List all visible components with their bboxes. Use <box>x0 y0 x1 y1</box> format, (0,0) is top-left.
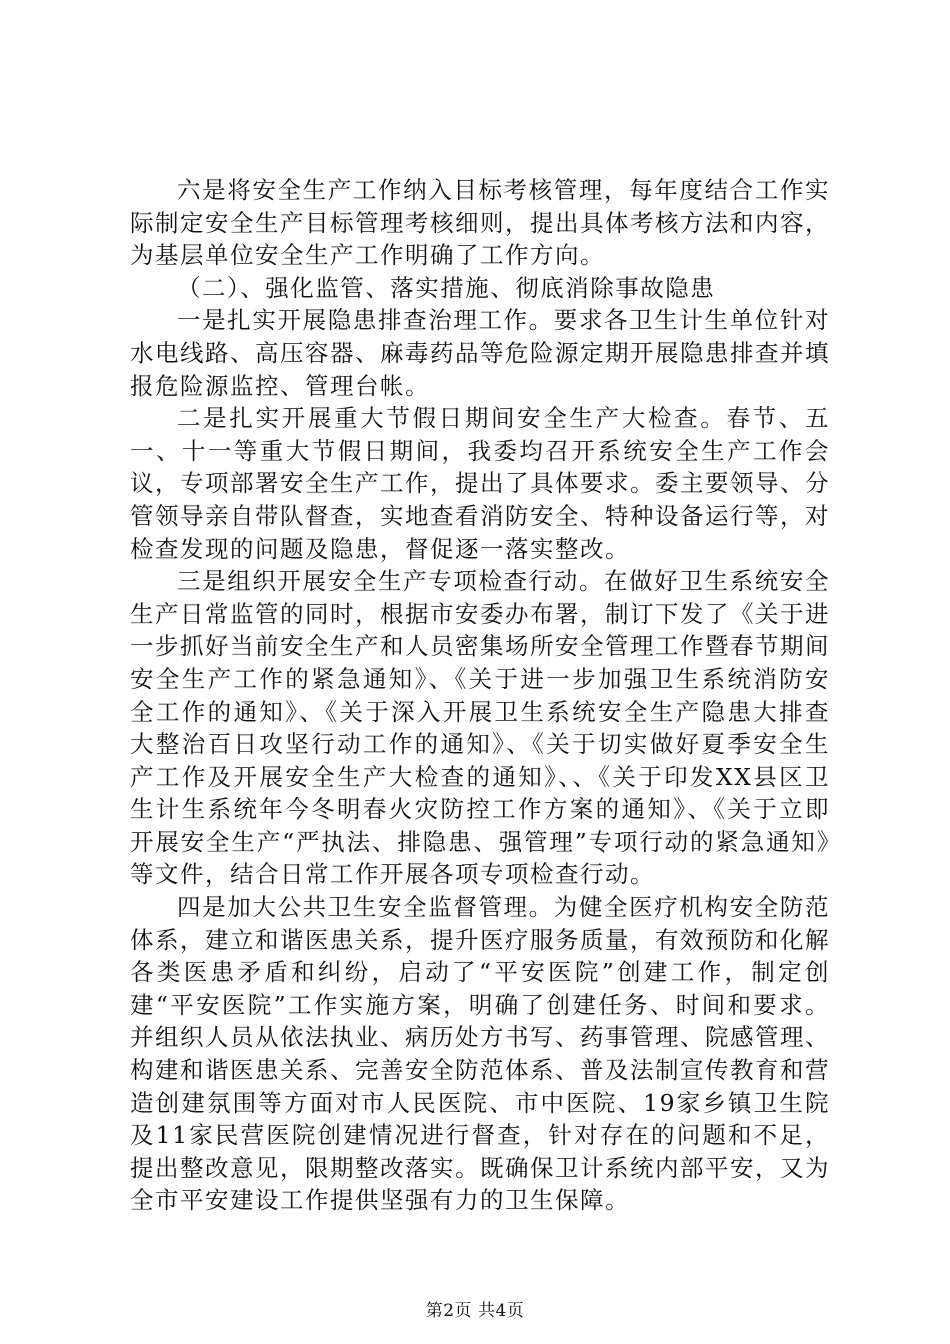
document-body <box>130 174 830 1217</box>
section-heading: （二）、强化监管、落实措施、彻底消除事故隐患 <box>177 273 716 302</box>
paragraph-hazard-inspection: 一是扎实开展隐患排查治理工作。要求各卫生计生单位针对水电线路、高压容器、麻毒药品等危险源定期开展隐患排查并填报危险源监控、管理台帐。 <box>130 306 830 400</box>
paragraph-special-inspection: 三是组织开展安全生产专项检查行动。在做好卫生系统安全生产日常监管的同时，根据市安委办布署，制订下发了《关于进一步抓好当前安全生产和人员密集场所安全管理工作暨春节期间安全生产工作的紧急通知》、《关于进一步加强卫生系统消防安全工作的通知》、《关于深入开展卫生系统安全生产隐患大排查大整治百日攻坚行动工作的通知》、《关于切实做好夏季安全生产工作及开展安全生产大检查的通知》、、《关于印发XX县区卫生计生系统年今冬明春火灾防控工作方案的通知》、《关于立即开展安全生产“严执法、排隐患、强管理”专项行动的紧急通知》等文件，结合日常工作开展各项专项检查行动。 <box>130 567 830 889</box>
paragraph-target-assessment: 六是将安全生产工作纳入目标考核管理，每年度结合工作实际制定安全生产目标管理考核细则，提出具体考核方法和内容，为基层单位安全生产工作明确了工作方向。 <box>130 176 830 270</box>
paragraph-public-health-supervision: 四是加大公共卫生安全监督管理。为健全医疗机构安全防范体系，建立和谐医患关系，提升医疗服务质量，有效预防和化解各类医患矛盾和纠纷，启动了“平安医院”创建工作，制定创建“平安医院”工作实施方案，明确了创建任务、时间和要求。并组织人员从依法执业、病历处方书写、药事管理、院感管理、构建和谐医患关系、完善安全防范体系、普及法制宣传教育和营造创建氛围等方面对市人民医院、市中医院、19家乡镇卫生院及11家民营医院创建情况进行督查，针对存在的问题和不足，提出整改意见，限期整改落实。既确保卫计系统内部平安，又为全市平安建设工作提供坚强有力的卫生保障。 <box>130 893 830 1215</box>
paragraph-holiday-inspection: 二是扎实开展重大节假日期间安全生产大检查。春节、五一、十一等重大节假日期间，我委均召开系统安全生产工作会议，专项部署安全生产工作，提出了具体要求。委主要领导、分管领导亲自带队督查，实地查看消防安全、特种设备运行等，对检查发现的问题及隐患，督促逐一落实整改。 <box>130 404 830 563</box>
page-footer: 第2页 共4页 <box>425 1301 525 1321</box>
